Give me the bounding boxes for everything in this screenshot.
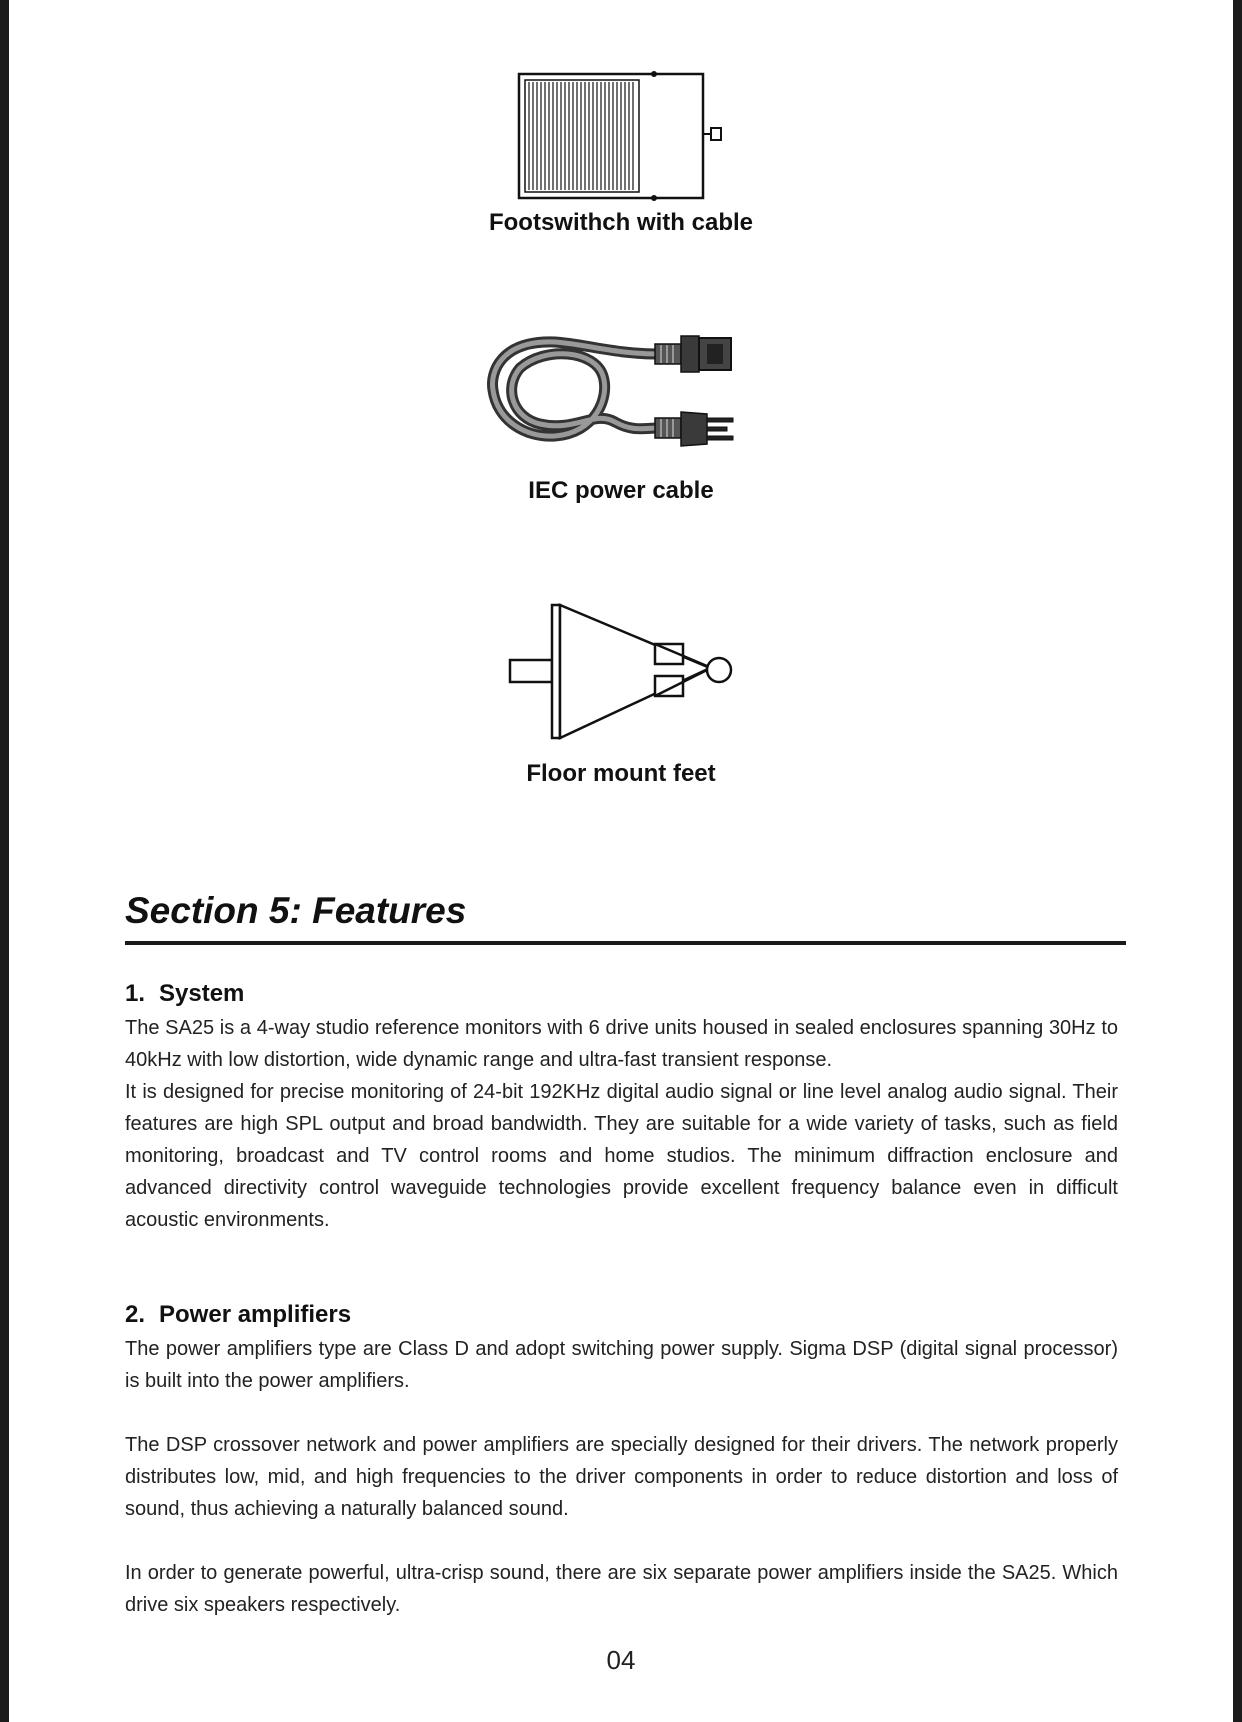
left-page-edge — [0, 0, 9, 1722]
figure-caption: IEC power cable — [528, 477, 714, 504]
figure-caption: Footswithch with cable — [488, 209, 753, 236]
paragraph: The SA25 is a 4-way studio reference monitors with 6 drive units housed in sealed enclosures spanning 30Hz to 40kHz with low distortion, wide dynamic range and ultra-fast transient response. — [125, 1017, 1118, 1071]
section-title: Section 5: Features — [125, 890, 467, 931]
figure-caption: Floor mount feet — [526, 760, 716, 787]
paragraph: The DSP crossover network and power amplifiers are specially designed for their drivers. The network properly distributes low, mid, and high frequencies to the driver components in order to reduce distortion and loss of sound, thus achieving a naturally balanced sound. — [125, 1434, 1118, 1520]
footswitch-icon — [515, 68, 735, 204]
power-cable-icon — [485, 328, 755, 454]
floor-mount-foot-icon — [505, 600, 735, 742]
figure-footswitch — [0, 68, 1242, 204]
section-divider — [125, 941, 1126, 945]
figure-power-cable — [0, 328, 1242, 454]
figure-floor-mount-feet — [0, 600, 1242, 742]
paragraph: In order to generate powerful, ultra-crisp sound, there are six separate power amplifiers inside the SA25. Which drive six speakers respectively. — [125, 1562, 1118, 1616]
paragraph: The power amplifiers type are Class D and adopt switching power supply. Sigma DSP (digital signal processor) is built into the power amplifiers. — [125, 1338, 1118, 1392]
subsection-number: 1. — [125, 980, 146, 1007]
subsection-heading-power-amplifiers — [125, 1301, 351, 1329]
subsection-title: Power amplifiers — [159, 1301, 352, 1328]
subsection-number: 2. — [125, 1301, 146, 1328]
right-page-edge — [1233, 0, 1242, 1722]
paragraph: It is designed for precise monitoring of 24-bit 192KHz digital audio signal or line level analog audio signal. Their features are high SPL output and broad bandwidth. They are suitable for a wide variety of tasks, such as field monitoring, broadcast and TV control rooms and home studios. The minimum diffraction enclosure and advanced directivity control waveguide technologies provide excellent frequency balance even in difficult acoustic environments. — [125, 1081, 1118, 1231]
subsection-title: System — [159, 980, 245, 1007]
subsection-heading-system — [125, 980, 244, 1008]
page-number: 04 — [606, 1645, 636, 1675]
